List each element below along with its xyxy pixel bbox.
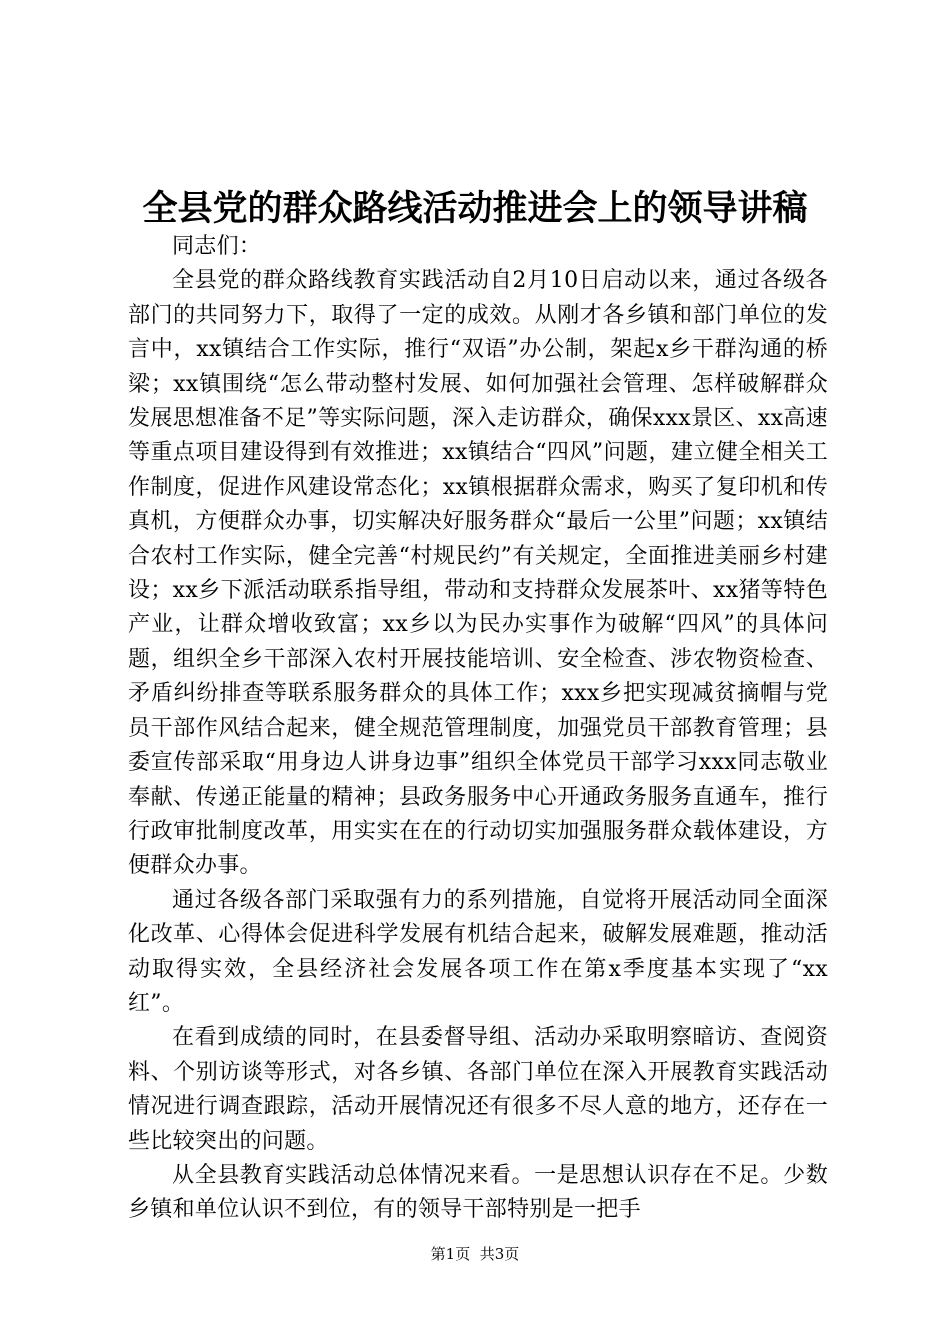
paragraph-1: 全县党的群众路线教育实践活动自2月10日启动以来，通过各级各部门的共同努力下，取得了一定的成效。从刚才各乡镇和部门单位的发言中，xx镇结合工作实际，推行“双语”办公制，架起x乡干群沟通的桥梁；xx镇围绕“怎么带动整村发展、如何加强社会管理、怎样破解群众发展思想准备不足”等实际问题，深入走访群众，确保xxx景区、xx高速等重点项目建设得到有效推进；xx镇结合“四风”问题，建立健全相关工作制度，促进作风建设常态化；xx镇根据群众需求，购买了复印机和传真机，方便群众办事，切实解决好服务群众“最后一公里”问题；xx镇结合农村工作实际，健全完善“村规民约”有关规定，全面推进美丽乡村建设；xx乡下派活动联系指导组，带动和支持群众发展茶叶、xx猪等特色产业，让群众增收致富；xx乡以为民办实事作为破解“四风”的具体问题，组织全乡干部深入农村开展技能培训、安全检查、涉农物资检查、矛盾纠纷排查等联系服务群众的具体工作；xxx乡把实现减贫摘帽与党员干部作风结合起来，健全规范管理制度，加强党员干部教育管理；县委宣传部采取“用身边人讲身边事”组织全体党员干部学习xxx同志敬业奉献、传递正能量的精神；县政务服务中心开通政务服务直通车，推行行政审批制度改革，用实实在在的行动切实加强服务群众载体建设，方便群众办事。 [128,268,828,879]
page-number: 第1页 [430,1245,471,1263]
paragraph-2: 通过各级各部门采取强有力的系列措施，自觉将开展活动同全面深化改革、心得体会促进科学发展有机结合起来，破解发展难题，推动活动取得实效，全县经济社会发展各项工作在第x季度基本实现了“xx红”。 [128,887,828,1016]
paragraph-3: 在看到成绩的同时，在县委督导组、活动办采取明察暗访、查阅资料、个别访谈等形式，对各乡镇、各部门单位在深入开展教育实践活动情况进行调查跟踪，活动开展情况还有很多不尽人意的地方，还存在一些比较突出的问题。 [128,1025,828,1154]
document-title: 全县党的群众路线活动推进会上的领导讲稿 [142,188,808,229]
page-footer [0,1244,950,1264]
salutation: 同志们： [172,234,262,259]
paragraph-4: 从全县教育实践活动总体情况来看。一是思想认识存在不足。少数乡镇和单位认识不到位，有的领导干部特别是一把手 [128,1162,828,1223]
page-total: 共3页 [479,1245,520,1263]
document-body [128,230,828,1228]
